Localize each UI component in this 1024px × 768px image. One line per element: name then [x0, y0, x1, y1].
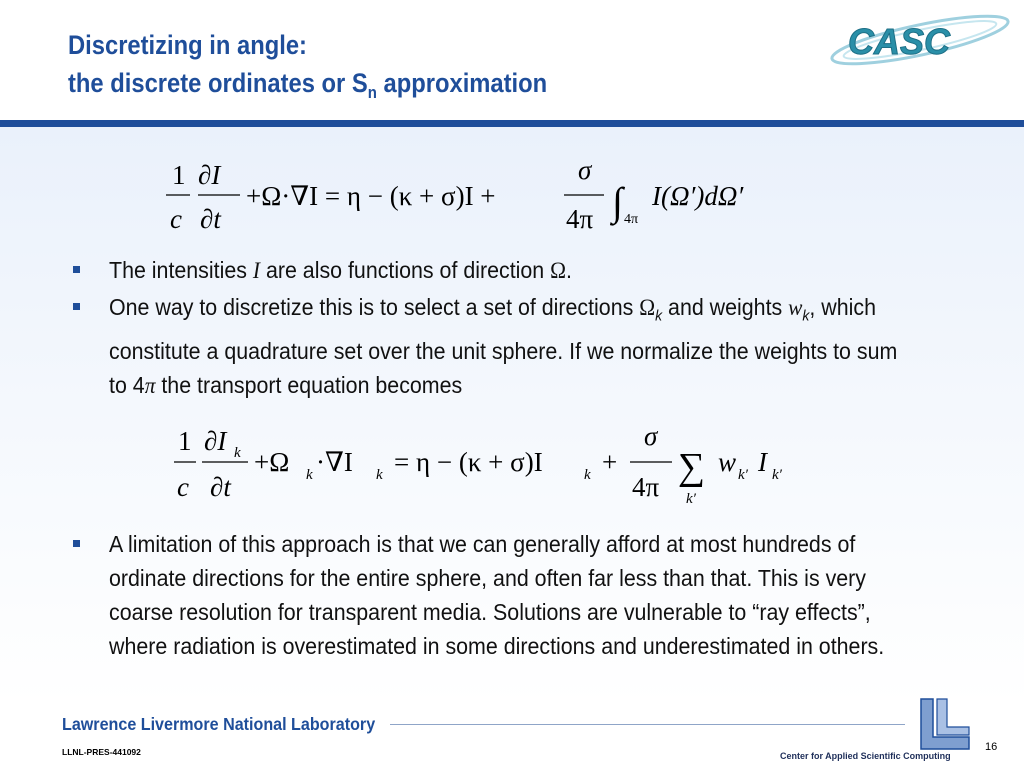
b2-t4: which constitute a quadrature set over the unit sphere. If we normalize the weights to sum to 4: [109, 294, 898, 398]
eq2-grad-sub: k: [376, 467, 383, 483]
bullet-marker-1: [73, 266, 85, 278]
bullet-marker-3: [73, 540, 85, 552]
eq2-sigma: σ: [644, 421, 658, 451]
eq1-dI: ∂I: [198, 160, 221, 190]
eq1-integrand: I(Ω′)dΩ′: [652, 181, 744, 211]
eq2-omega-sub: k: [306, 467, 313, 483]
b2-w: w: [788, 295, 803, 320]
eq2-w-sub: k′: [738, 467, 748, 483]
footer-divider: [390, 724, 905, 725]
eq2-plus: +: [602, 447, 618, 477]
b2-t3: ,: [809, 294, 816, 320]
eq1-4pi: 4π: [566, 204, 594, 234]
slide-title: [68, 26, 547, 112]
eq2-rhs-sub: k: [584, 467, 591, 483]
b2-t1: One way to discretize this is to select a set of directions: [109, 294, 640, 320]
b1-t1: The intensities: [109, 257, 253, 283]
bullet-text-1: [109, 253, 918, 288]
slide-header: [0, 0, 1024, 120]
eq1-middle: +Ω·∇I = η − (κ + σ)I +: [246, 181, 496, 211]
llnl-logo: [917, 697, 973, 753]
footer-lab-name: Lawrence Livermore National Laboratory: [62, 714, 376, 734]
eq2-c: c: [177, 472, 189, 502]
eq2-rhs: = η − (κ + σ)I: [394, 447, 543, 477]
eq2-dI-sub: k: [234, 445, 241, 461]
eq1-sigma: σ: [578, 155, 592, 185]
eq2-I: I: [758, 447, 767, 477]
eq2-omega: +Ω: [254, 447, 290, 477]
b1-t2: are also functions of direction: [260, 257, 551, 283]
eq1-one: 1: [172, 160, 186, 190]
b2-omega-sub: k: [655, 307, 663, 325]
casc-logo: [820, 4, 1020, 76]
slide-content: [0, 127, 1024, 705]
eq2-grad: ·∇I: [316, 447, 353, 477]
equation-2: [172, 419, 812, 522]
eq2-sum: ∑: [678, 446, 706, 488]
eq1-c: c: [170, 204, 182, 234]
title-line-2-suffix: approximation: [376, 68, 548, 98]
eq2-4pi: 4π: [632, 472, 660, 502]
b2-pi: π: [144, 372, 156, 398]
b1-omega: Ω: [550, 258, 567, 283]
bullet-marker-2: [73, 303, 85, 315]
page-number: 16: [985, 741, 998, 753]
eq1-integral-sub: 4π: [624, 212, 639, 227]
b2-w-sub: k: [802, 307, 810, 325]
eq2-sum-sub: k′: [686, 491, 696, 507]
footer-document-code: LLNL-PRES-441092: [62, 747, 141, 757]
casc-logo-text: CASC: [848, 21, 951, 62]
title-subscript: n: [367, 83, 377, 102]
title-line-2: [68, 64, 547, 112]
b1-t3: .: [566, 257, 572, 283]
title-line-2-prefix: the discrete ordinates or S: [68, 68, 368, 98]
eq1-integral: ∫: [612, 179, 623, 224]
eq2-w: w: [718, 447, 737, 477]
bullet-text-3: A limitation of this approach is that we can generally afford at most hundreds of ordinate directions for the entire sphere, and often far less than that. This is very coarse resolution for transparent media. Solutions are vulnerable to “ray effects”, where radiation is overestimated in some directions and underestimated in others.: [109, 531, 885, 659]
bullet-text-2: [109, 290, 918, 403]
eq2-I-sub: k′: [772, 467, 782, 483]
footer-center-name: Center for Applied Scientific Computing: [780, 751, 951, 761]
title-divider-bar: [0, 120, 1024, 127]
b2-t2: and weights: [662, 294, 789, 320]
b2-omega: Ω: [639, 295, 656, 320]
eq2-one: 1: [178, 426, 192, 456]
eq2-dI: ∂I: [204, 426, 227, 456]
eq1-dt: ∂t: [200, 204, 221, 234]
title-line-1: Discretizing in angle:: [68, 30, 307, 60]
eq2-dt: ∂t: [210, 472, 231, 502]
b2-t5: the transport equation becomes: [155, 371, 463, 398]
b1-var: I: [252, 258, 261, 283]
equation-1: [160, 153, 800, 250]
